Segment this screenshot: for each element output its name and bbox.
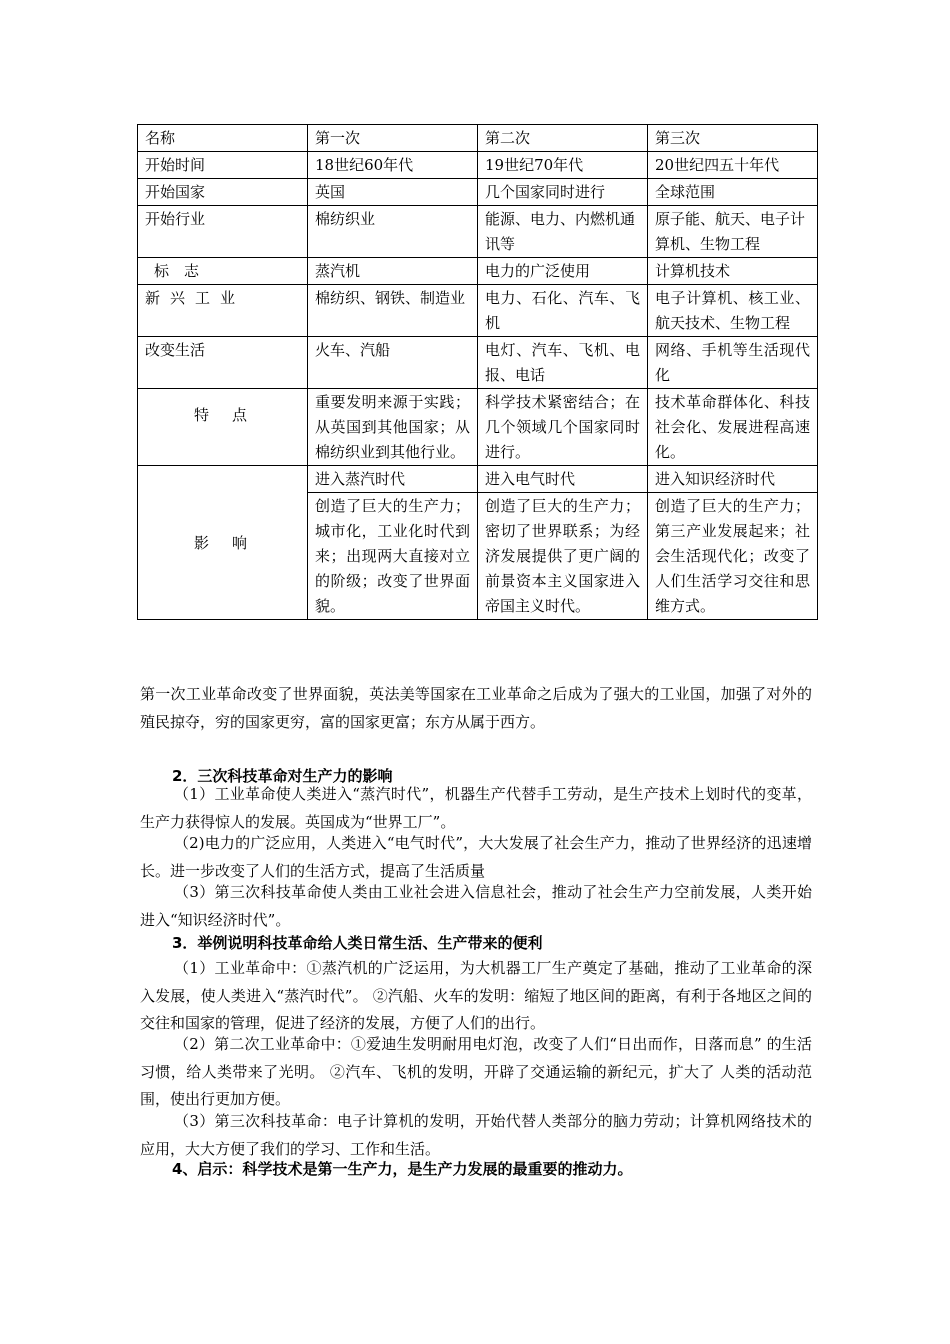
paragraph: （1）工业革命中：①蒸汽机的广泛运用，为大机器工厂生产奠定了基础，推动了工业革命的深入发展，使人类进入“蒸汽时代”。 ②汽船、火车的发明：缩短了地区间的距离，有利于各地区之间的交往和国家的管理，促进了经济的发展，方便了人们的出行。 bbox=[140, 959, 812, 1032]
table-cell: 网络、手机等生活现代化 bbox=[648, 337, 818, 389]
table-cell: 技术革命群体化、科技社会化、发展进程高速化。 bbox=[648, 389, 818, 466]
table-row bbox=[138, 179, 818, 206]
table-cell: 电力、石化、汽车、飞机 bbox=[478, 285, 648, 337]
table-cell: 19世纪70年代 bbox=[478, 152, 648, 179]
table-cell: 20世纪四五十年代 bbox=[648, 152, 818, 179]
impact-era-row bbox=[138, 466, 818, 493]
header-cell: 名称 bbox=[138, 125, 308, 152]
table-cell: 电力的广泛使用 bbox=[478, 258, 648, 285]
table-cell: 蒸汽机 bbox=[308, 258, 478, 285]
table-cell: 科学技术紧密结合；在几个领域几个国家同时进行。 bbox=[478, 389, 648, 466]
row-label: 开始时间 bbox=[138, 152, 308, 179]
table-cell: 英国 bbox=[308, 179, 478, 206]
table-cell: 进入电气时代 bbox=[478, 466, 648, 493]
header-cell: 第一次 bbox=[308, 125, 478, 152]
row-label: 开始行业 bbox=[138, 206, 308, 258]
table-cell: 几个国家同时进行 bbox=[478, 179, 648, 206]
row-label: 影 响 bbox=[138, 466, 308, 620]
table-cell: 重要发明来源于实践；从英国到其他国家；从棉纺织业到其他行业。 bbox=[308, 389, 478, 466]
paragraph: （2）第二次工业革命中：①爱迪生发明耐用电灯泡，改变了人们“日出而作，日落而息” 的生活习惯，给人类带来了光明。 ②汽车、飞机的发明，开辟了交通运输的新纪元，扩大了 人类的活动范围，使出行更加方便。 bbox=[140, 1035, 812, 1108]
section-heading: 2．三次科技革命对生产力的影响 bbox=[172, 767, 393, 785]
table-cell: 原子能、航天、电子计算机、生物工程 bbox=[648, 206, 818, 258]
table-row bbox=[138, 285, 818, 337]
paragraph: （3）第三次科技革命：电子计算机的发明，开始代替人类部分的脑力劳动；计算机网络技术的应用，大大方便了我们的学习、工作和生活。 bbox=[140, 1112, 812, 1158]
table-cell: 进入蒸汽时代 bbox=[308, 466, 478, 493]
section-heading: 3．举例说明科技革命给人类日常生活、生产带来的便利 bbox=[172, 934, 543, 952]
section-heading: 4、启示：科学技术是第一生产力，是生产力发展的最重要的推动力。 bbox=[172, 1160, 633, 1178]
revolution-comparison-table bbox=[137, 124, 818, 620]
table-cell: 创造了巨大的生产力；第三产业发展起来；社会生活现代化；改变了人们生活学习交往和思维方式。 bbox=[648, 493, 818, 620]
header-cell: 第二次 bbox=[478, 125, 648, 152]
table-cell: 棉纺织业 bbox=[308, 206, 478, 258]
row-label: 特 点 bbox=[138, 389, 308, 466]
table-cell: 18世纪60年代 bbox=[308, 152, 478, 179]
table-cell: 全球范围 bbox=[648, 179, 818, 206]
table-cell: 计算机技术 bbox=[648, 258, 818, 285]
table-cell: 电子计算机、核工业、航天技术、生物工程 bbox=[648, 285, 818, 337]
paragraph: （1）工业革命使人类进入“蒸汽时代”，机器生产代替手工劳动，是生产技术上划时代的变革，生产力获得惊人的发展。英国成为“世界工厂”。 bbox=[140, 785, 812, 831]
row-label: 改变生活 bbox=[138, 337, 308, 389]
header-cell: 第三次 bbox=[648, 125, 818, 152]
table-row bbox=[138, 337, 818, 389]
table-cell: 火车、汽船 bbox=[308, 337, 478, 389]
table-cell: 创造了巨大的生产力；城市化，工业化时代到来；出现两大直接对立的阶级；改变了世界面貌。 bbox=[308, 493, 478, 620]
paragraph: （2)电力的广泛应用，人类进入“电气时代”，大大发展了社会生产力，推动了世界经济的迅速增长。进一步改变了人们的生活方式，提高了生活质量 bbox=[140, 834, 812, 880]
table-header-row bbox=[138, 125, 818, 152]
table-row bbox=[138, 258, 818, 285]
table-note: 第一次工业革命改变了世界面貌，英法美等国家在工业革命之后成为了强大的工业国，加强了对外的殖民掠夺，穷的国家更穷，富的国家更富；东方从属于西方。 bbox=[140, 685, 812, 731]
table-cell: 能源、电力、内燃机通讯等 bbox=[478, 206, 648, 258]
table-cell: 电灯、汽车、飞机、电报、电话 bbox=[478, 337, 648, 389]
table-cell: 创造了巨大的生产力；密切了世界联系；为经济发展提供了更广阔的前景资本主义国家进入帝国主义时代。 bbox=[478, 493, 648, 620]
row-label: 新兴工业 bbox=[138, 285, 308, 337]
table-row bbox=[138, 152, 818, 179]
table-row bbox=[138, 389, 818, 466]
table-cell: 棉纺织、钢铁、制造业 bbox=[308, 285, 478, 337]
table-cell: 进入知识经济时代 bbox=[648, 466, 818, 493]
row-label: 开始国家 bbox=[138, 179, 308, 206]
paragraph: （3）第三次科技革命使人类由工业社会进入信息社会，推动了社会生产力空前发展，人类开始进入“知识经济时代”。 bbox=[140, 883, 812, 929]
table-row bbox=[138, 206, 818, 258]
row-label: 标 志 bbox=[138, 258, 308, 285]
